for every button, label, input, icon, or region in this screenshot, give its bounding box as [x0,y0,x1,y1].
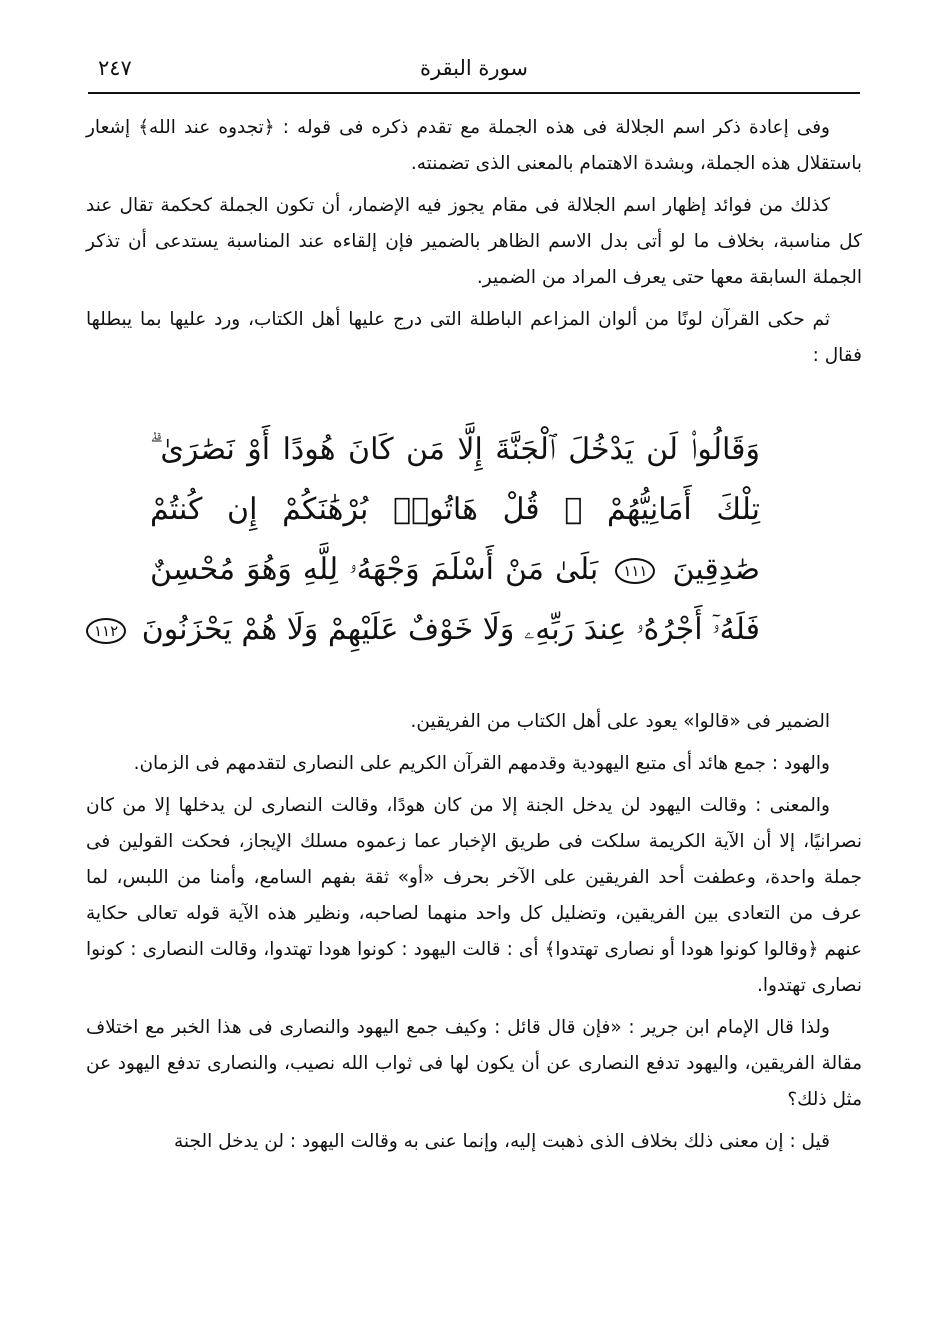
verse-line [93,600,760,660]
paragraph: والهود : جمع هائد أى متبع اليهودية وقدمهم القرآن الكريم على النصارى لتقدمهم فى الزمان. [133,753,830,774]
surah-title: سورة البقرة [419,56,529,80]
paragraph: قيل : إن معنى ذلك بخلاف الذى ذهبت إليه، وإنما عنى به وقالت اليهود : لن يدخل الجنة [174,1131,830,1152]
paragraph: ثم حكى القرآن لونًا من ألوان المزاعم الباطلة التى درج عليها أهل الكتاب، ورد عليها بما يبطلها فقال : [86,309,862,366]
page-number: ٢٤٧ [98,56,132,80]
paragraph: الضمير فى «قالوا» يعود على أهل الكتاب من الفريقين. [410,711,830,732]
verse-text: تِلْكَ أَمَانِيُّهُمْ ۗ قُلْ هَاتُوا۟ بُرْهَٰنَكُمْ إِن كُنتُمْ [150,492,760,527]
verse-text: وَقَالُوا۟ لَن يَدْخُلَ ٱلْجَنَّةَ إِلَّا مَن كَانَ هُودًا أَوْ نَصَٰرَىٰ ۗ [150,432,760,467]
paragraph: والمعنى : وقالت اليهود لن يدخل الجنة إلا من كان هودًا، وقالت النصارى لن يدخلها إلا من كان نصرانيًا، إلا أن الآية الكريمة سلكت فى طريق الإخبار عما زعموه مسلك الإيجاز، فحكت القولين فى جملة واحدة، وعطفت أحد الفريقين على الآخر بحرف «أو» ثقة بفهم السامع، وأمنا من اللبس، لما عرف من التعادى بين الفريقين، وتضليل كل واحد منهما لصاحبه، ونظير هذه الآية قوله تعالى حكاية عنهم ﴿وقالوا كونوا هودا أو نصارى تهتدوا﴾ أى : قالت اليهود : كونوا هودا تهتدوا، وقالت النصارى : كونوا نصارى تهتدوا. [86,795,862,996]
verse-line [150,540,760,600]
verse-line [150,420,760,480]
verse-text: فَلَهُۥٓ أَجْرُهُۥ عِندَ رَبِّهِۦ وَلَا خَوْفٌ عَلَيْهِمْ وَلَا هُمْ يَحْزَنُونَ [141,612,760,647]
paragraph: ولذا قال الإمام ابن جرير : «فإن قال قائل : وكيف جمع اليهود والنصارى فى هذا الخبر مع اختلاف مقالة الفريقين، واليهود تدفع النصارى عن أن يكون لها فى ثواب الله نصيب، والنصارى تدفع اليهود عن مثل ذلك؟ [86,1017,862,1110]
quran-verse-block [93,420,760,660]
commentary-top [86,110,862,380]
page-header [88,52,860,92]
paragraph: وفى إعادة ذكر اسم الجلالة فى هذه الجملة مع تقدم ذكره فى قوله : ﴿تجدوه عند الله﴾ إشعار باستقلال هذه الجملة، وبشدة الاهتمام بالمعنى الذى تضمنته. [86,117,862,174]
verse-text: صَٰدِقِينَ [672,552,760,587]
ayah-number-marker: ١١٢ [86,618,126,644]
verse-line [150,480,760,540]
paragraph: كذلك من فوائد إظهار اسم الجلالة فى مقام يجوز فيه الإضمار، أن تكون الجملة كحكمة تقال عند كل مناسبة، بخلاف ما لو أتى بدل الاسم الظاهر بالضمير فإن إلقاءه عند المناسبة يستدعى أن تذكر الجملة السابقة معها حتى يعرف المراد من الضمير. [86,195,862,288]
ayah-number-marker: ١١١ [615,558,655,584]
header-divider [88,92,860,94]
commentary-bottom [86,704,862,1166]
verse-text: بَلَىٰ مَنْ أَسْلَمَ وَجْهَهُۥ لِلَّهِ وَهُوَ مُحْسِنٌ [150,552,599,587]
